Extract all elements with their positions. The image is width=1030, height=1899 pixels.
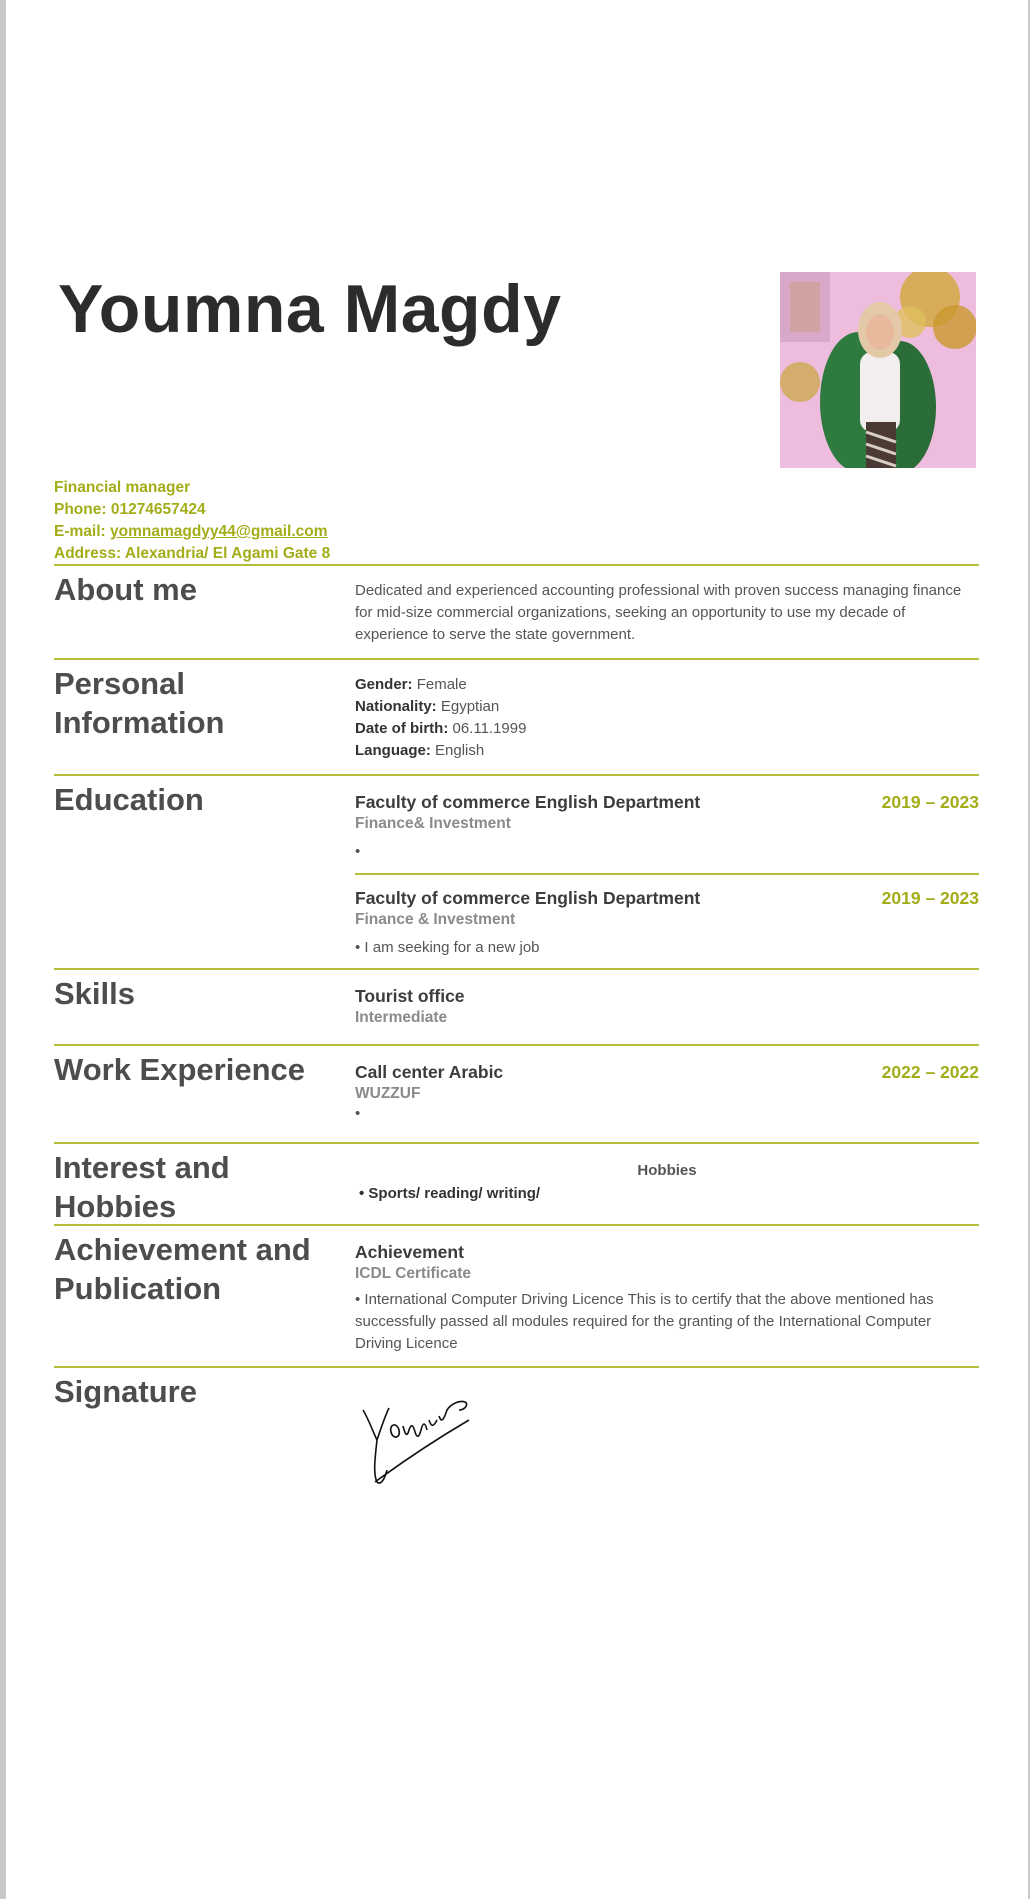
achievement-title: Achievement [355, 1242, 464, 1262]
skill-level: Intermediate [355, 1009, 448, 1026]
gender-value: Female [416, 676, 467, 693]
section-personal [54, 658, 979, 776]
contact-block [54, 477, 330, 565]
signature-image [355, 1380, 485, 1500]
person-name: Youmna Magdy [58, 271, 562, 347]
section-achievements [54, 1224, 979, 1368]
section-title-work: Work Experience [54, 1052, 305, 1087]
resume-page [6, 0, 1028, 1899]
dob-label: Date of birth: [355, 720, 449, 737]
education-title: Faculty of commerce English Department [355, 888, 701, 908]
work-date: 2022 – 2022 [881, 1062, 979, 1082]
work-company: WUZZUF [355, 1085, 421, 1102]
language-value: English [435, 742, 485, 759]
section-signature [54, 1366, 979, 1508]
job-title: Financial manager [54, 479, 191, 496]
hobbies-item: • Sports/ reading/ writing/ [359, 1185, 541, 1202]
education-entry [355, 792, 979, 863]
profile-photo [780, 272, 976, 468]
education-sub: Finance& Investment [355, 815, 511, 832]
section-title-about: About me [54, 572, 197, 607]
education-divider [355, 873, 979, 875]
section-title-skills: Skills [54, 976, 135, 1011]
about-text: Dedicated and experienced accounting professional with proven success managing finance for mid-size commercial organizations, seeking an opportunity to use my decade of experience to serve the state government. [355, 582, 962, 643]
dob-row [355, 718, 979, 740]
achievement-sub: ICDL Certificate [355, 1265, 471, 1282]
email-line [54, 521, 330, 543]
skill-title: Tourist office [355, 986, 465, 1006]
education-sub: Finance & Investment [355, 911, 516, 928]
phone: Phone: 01274657424 [54, 501, 206, 518]
hobbies-label: Hobbies [637, 1162, 697, 1179]
education-entry [355, 888, 979, 959]
section-interests [54, 1142, 979, 1226]
section-title-interests: Interest and Hobbies [54, 1150, 230, 1224]
language-row [355, 740, 979, 762]
gender-row [355, 674, 979, 696]
profile-photo-image [780, 272, 976, 468]
nationality-row [355, 696, 979, 718]
work-note: • [355, 1105, 361, 1122]
email-label: E-mail: [54, 523, 110, 540]
section-title-signature: Signature [54, 1374, 197, 1409]
language-label: Language: [355, 742, 431, 759]
nationality-label: Nationality: [355, 698, 437, 715]
section-title-personal: Personal Information [54, 666, 225, 740]
section-work [54, 1044, 979, 1144]
section-skills [54, 968, 979, 1046]
section-title-education: Education [54, 782, 204, 817]
gender-label: Gender: [355, 676, 413, 693]
section-title-achievements: Achievement and Publication [54, 1232, 311, 1306]
work-title: Call center Arabic [355, 1062, 504, 1082]
email-link[interactable]: yomnamagdyy44@gmail.com [109, 523, 328, 540]
section-education [54, 774, 979, 970]
education-date: 2019 – 2023 [881, 792, 979, 812]
dob-value: 06.11.1999 [452, 720, 527, 737]
achievement-text: • International Computer Driving Licence This is to certify that the above mentioned has successfully passed all modules required for the granting of the International Computer Driving Licence [355, 1291, 934, 1352]
education-title: Faculty of commerce English Department [355, 792, 701, 812]
work-entry [355, 1062, 979, 1125]
education-date: 2019 – 2023 [881, 888, 979, 908]
section-about [54, 564, 979, 660]
education-note: • I am seeking for a new job [355, 939, 540, 956]
nationality-value: Egyptian [440, 698, 500, 715]
education-note: • [355, 843, 361, 860]
address: Address: Alexandria/ El Agami Gate 8 [54, 545, 331, 562]
